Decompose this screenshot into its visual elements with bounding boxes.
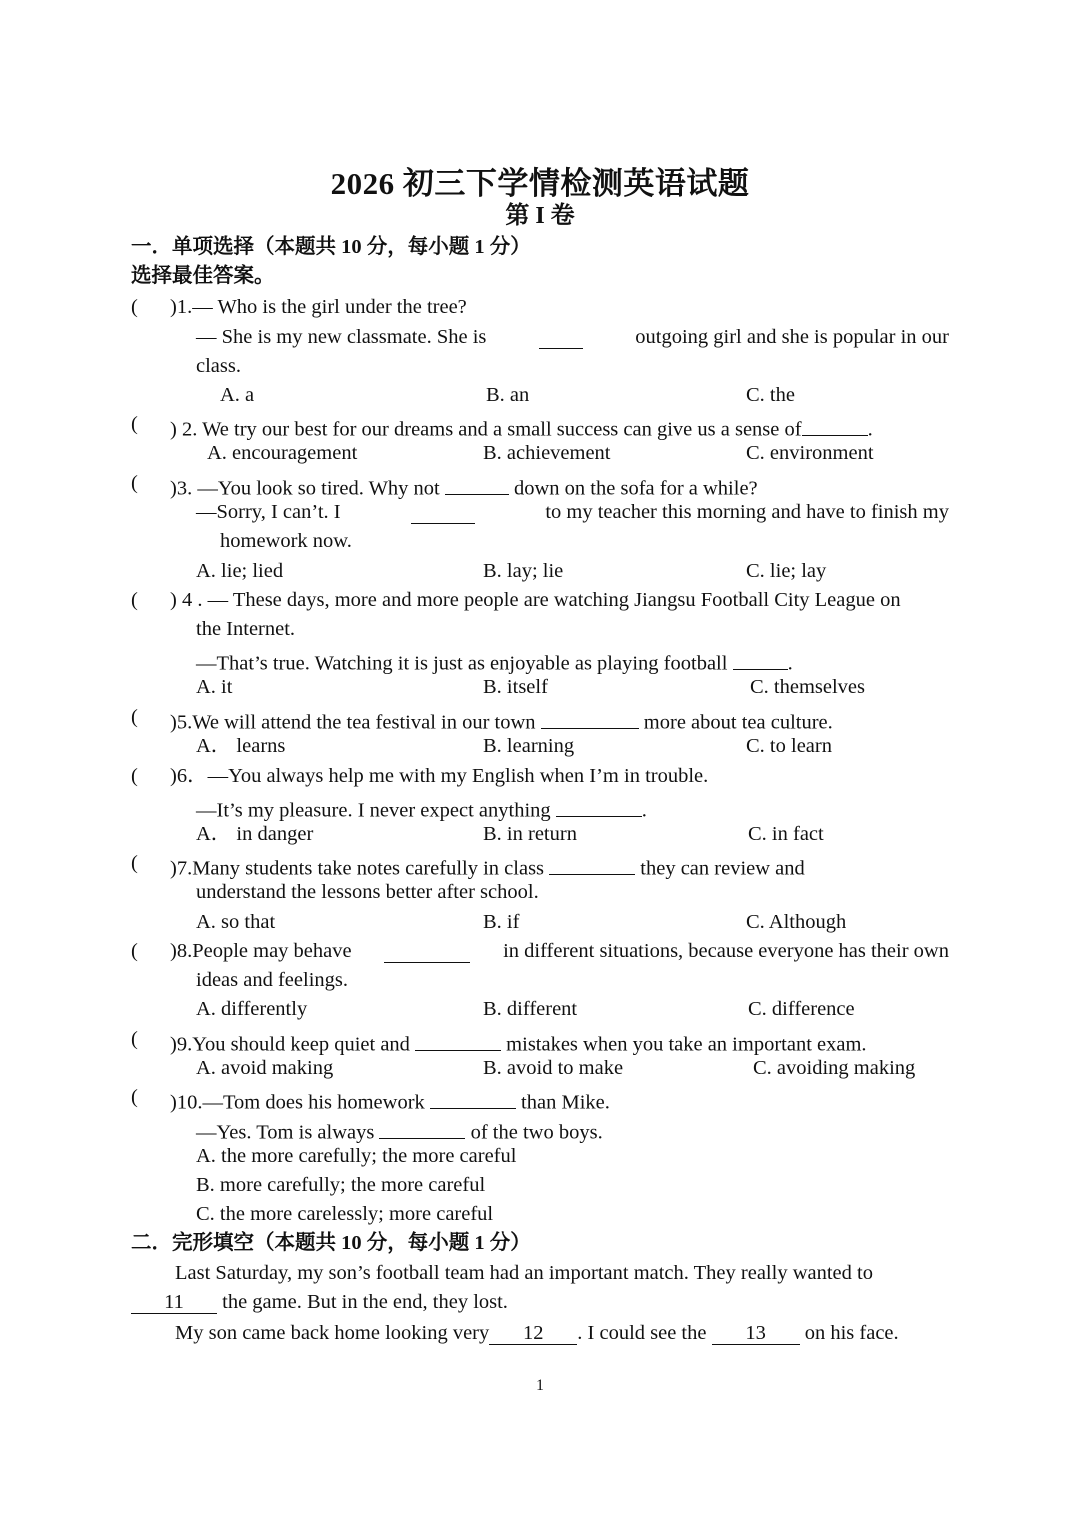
question-text: understand the lessons better after school. — [196, 881, 539, 903]
option-a: A. a — [220, 384, 255, 406]
option-a: A. avoid making — [196, 1057, 334, 1079]
text: mistakes when you take an important exam. — [506, 1033, 867, 1056]
text: more about tea culture. — [643, 711, 833, 734]
question-line — [196, 327, 949, 349]
option-a: A. so that — [196, 911, 276, 933]
section1-heading: 一．单项选择（本题共 10 分，每小题 1 分） — [131, 236, 531, 258]
cloze-paragraph-1: Last Saturday, my son’s football team had an important match. They really wanted to — [175, 1262, 873, 1284]
page-title: 2026 初三下学情检测英语试题 — [330, 166, 750, 201]
answer-bracket: ( — [131, 1086, 138, 1108]
answer-bracket: ( — [131, 472, 138, 494]
text: of the two boys. — [470, 1121, 603, 1144]
text: —That’s true. Watching it is just as enjoyable as playing football — [196, 652, 728, 675]
text: My son came back home looking very — [175, 1322, 490, 1344]
option-b: B. itself — [483, 676, 548, 698]
option-a: A. differently — [196, 998, 308, 1020]
answer-bracket: ( — [131, 940, 138, 962]
text: ) 2. We try our best for our dreams and a small success can give us a sense of — [170, 418, 802, 441]
text: )8.People may behave — [170, 940, 352, 962]
question-text — [196, 795, 647, 821]
answer-blank — [384, 941, 470, 963]
answer-bracket: ( — [131, 296, 138, 318]
blank-12: 12 — [489, 1323, 577, 1345]
question-text: )6．—You always help me with my English when I’m in trouble. — [170, 765, 709, 787]
text: —Sorry, I can’t. I — [196, 501, 341, 523]
question-text — [170, 707, 833, 733]
option-a: A. lie; lied — [196, 560, 284, 582]
option-c: C. the — [746, 384, 795, 406]
text: outgoing girl and she is popular in our — [635, 326, 949, 348]
option-c: C. to learn — [746, 735, 832, 757]
page-subtitle: 第 I 卷 — [505, 203, 575, 229]
blank-11: 11 — [131, 1292, 217, 1314]
question-text: )1.— Who is the girl under the tree? — [170, 296, 467, 318]
question-text: the Internet. — [196, 618, 296, 640]
cloze-line-2 — [131, 1292, 508, 1314]
option-a: A. encouragement — [207, 442, 358, 464]
option-b: B. different — [483, 998, 578, 1020]
text: )5.We will attend the tea festival in our town — [170, 711, 536, 734]
option-c: C. lie; lay — [746, 560, 827, 582]
text: on his face. — [804, 1322, 899, 1344]
text: in different situations, because everyone has their own — [503, 940, 949, 962]
answer-bracket: ( — [131, 589, 138, 611]
option-b: B. in return — [483, 823, 577, 845]
text: )7.Many students take notes carefully in class — [170, 857, 545, 880]
cloze-paragraph-2 — [175, 1323, 899, 1345]
answer-blank — [411, 502, 475, 524]
text: to my teacher this morning and have to finish my — [545, 501, 949, 523]
option-c: C. environment — [746, 442, 874, 464]
text: )10.—Tom does his homework — [170, 1091, 425, 1114]
option-a: A． learns — [196, 735, 286, 757]
option-c: C. difference — [748, 998, 855, 1020]
answer-bracket: ( — [131, 852, 138, 874]
question-text — [196, 648, 793, 674]
text: the game. But in the end, they lost. — [222, 1291, 508, 1313]
option-b: B. if — [483, 911, 520, 933]
answer-bracket: ( — [131, 413, 138, 435]
blank-13: 13 — [712, 1323, 800, 1345]
answer-blank — [539, 327, 583, 349]
option-a: A. the more carefully; the more careful — [196, 1145, 517, 1167]
question-text — [170, 1029, 867, 1055]
option-c: C. in fact — [748, 823, 824, 845]
answer-blank — [415, 1029, 501, 1051]
question-text: ) 4 . — These days, more and more people are watching Jiangsu Football City League on — [170, 589, 901, 611]
text: . — [867, 418, 873, 441]
question-text: homework now. — [220, 530, 352, 552]
text: . I could see the — [577, 1322, 707, 1344]
question-text — [170, 853, 805, 879]
option-a: A. it — [196, 676, 233, 698]
answer-bracket: ( — [131, 765, 138, 787]
text: than Mike. — [521, 1091, 610, 1114]
text: —Yes. Tom is always — [196, 1121, 375, 1144]
text: )3. —You look so tired. Why not — [170, 477, 440, 500]
text: . — [641, 799, 647, 822]
option-a: A． in danger — [196, 823, 314, 845]
option-c: C. avoiding making — [753, 1057, 916, 1079]
question-text: class. — [196, 355, 241, 377]
option-c: C. the more carelessly; more careful — [196, 1203, 494, 1225]
answer-bracket: ( — [131, 706, 138, 728]
question-line — [196, 502, 949, 524]
answer-blank — [430, 1087, 516, 1109]
section2-heading: 二．完形填空（本题共 10 分，每小题 1 分） — [131, 1232, 531, 1254]
text: down on the sofa for a while? — [514, 477, 758, 500]
answer-bracket: ( — [131, 1028, 138, 1050]
answer-blank — [549, 853, 635, 875]
answer-blank — [556, 795, 642, 817]
section1-instruction: 选择最佳答案。 — [131, 265, 275, 287]
question-text — [170, 1087, 610, 1113]
option-c: C. themselves — [750, 676, 866, 698]
question-line — [170, 941, 949, 963]
question-text — [170, 473, 758, 499]
option-b: B. lay; lie — [483, 560, 564, 582]
answer-blank — [802, 414, 868, 436]
page-number: 1 — [536, 1377, 544, 1394]
option-b: B. an — [486, 384, 530, 406]
option-b: B. avoid to make — [483, 1057, 624, 1079]
text: . — [787, 652, 793, 675]
answer-blank — [379, 1117, 465, 1139]
text: they can review and — [640, 857, 805, 880]
answer-blank — [733, 648, 788, 670]
text: — She is my new classmate. She is — [196, 326, 487, 348]
option-b: B. more carefully; the more careful — [196, 1174, 486, 1196]
answer-blank — [445, 473, 509, 495]
option-c: C. Although — [746, 911, 847, 933]
option-b: B. learning — [483, 735, 575, 757]
option-b: B. achievement — [483, 442, 611, 464]
text: )9.You should keep quiet and — [170, 1033, 410, 1056]
question-text: ideas and feelings. — [196, 969, 348, 991]
question-text — [170, 414, 873, 440]
answer-blank — [541, 707, 639, 729]
text: —It’s my pleasure. I never expect anything — [196, 799, 551, 822]
question-text — [196, 1117, 603, 1143]
